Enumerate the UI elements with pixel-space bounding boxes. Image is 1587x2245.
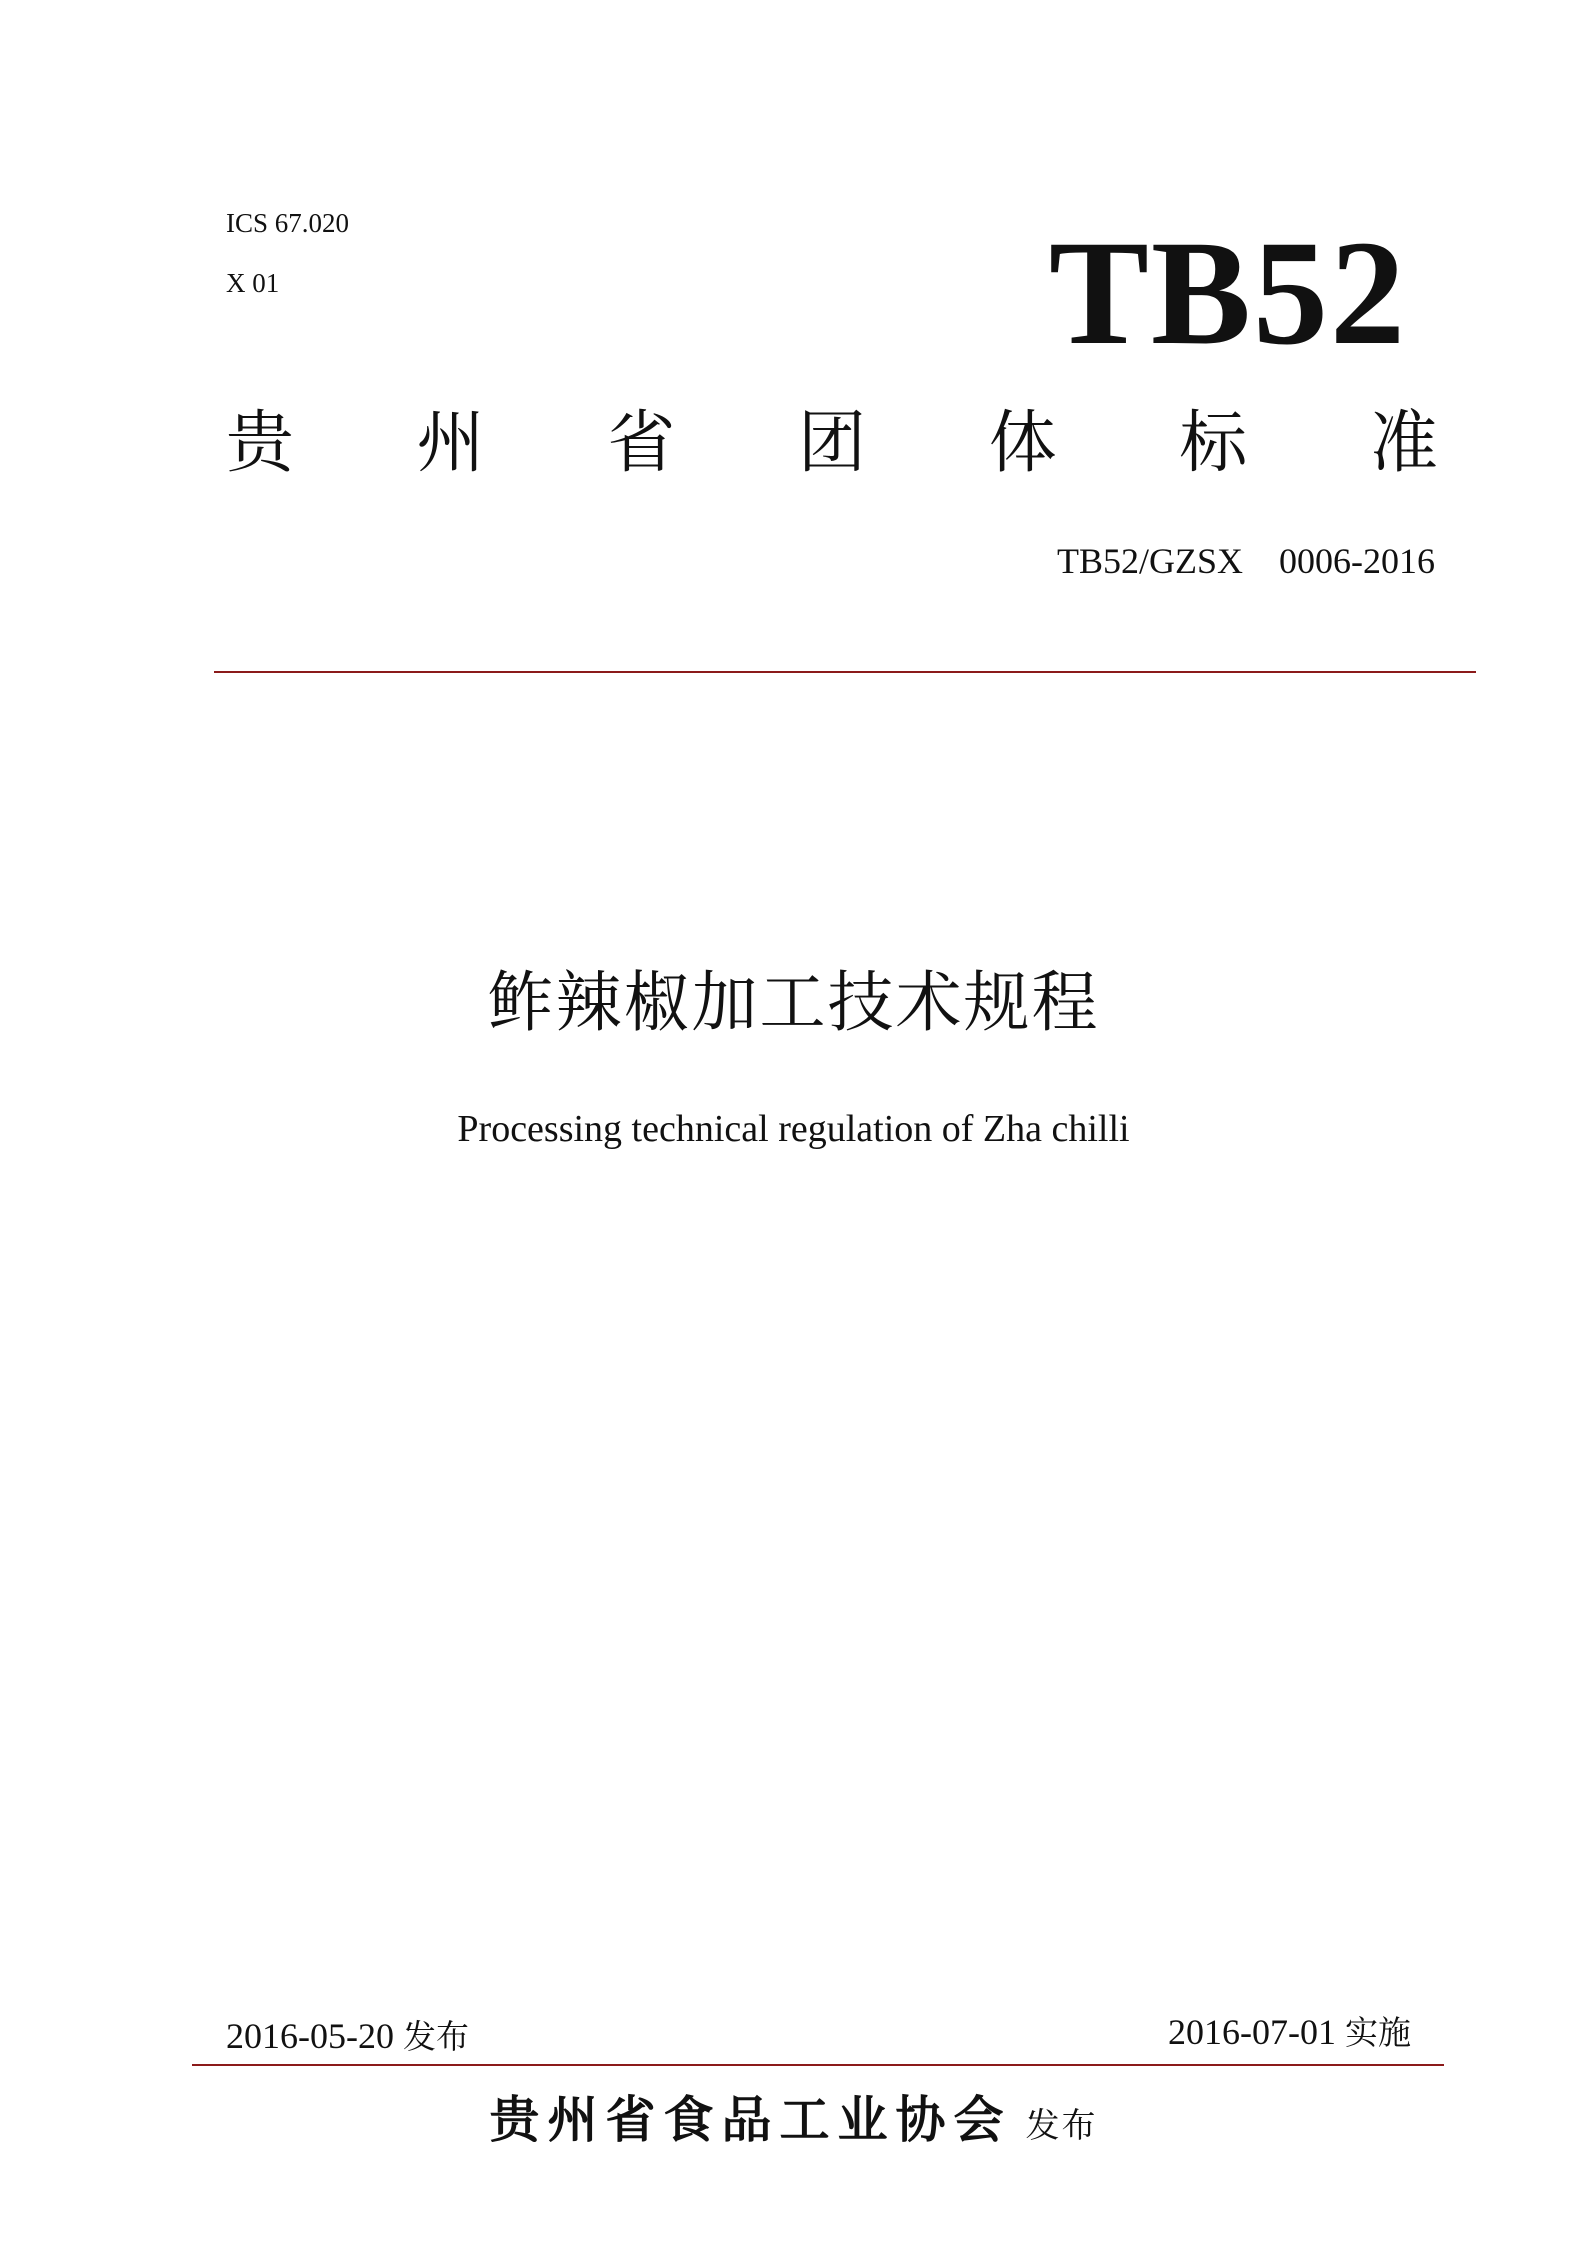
standard-number: TB52/GZSX 0006-2016 bbox=[1057, 541, 1435, 581]
standard-mark: TB52 bbox=[1048, 210, 1407, 376]
issue-date: 2016-05-20 bbox=[226, 2016, 394, 2056]
publisher-organization: 贵州省食品工业协会 bbox=[489, 2091, 1012, 2149]
standard-type-heading bbox=[226, 404, 1438, 483]
top-divider bbox=[214, 671, 1476, 673]
standard-type-char: 贵 bbox=[226, 404, 295, 483]
implementation-date: 2016-07-01 bbox=[1168, 2012, 1336, 2052]
ics-code: ICS 67.020 bbox=[226, 208, 350, 238]
issue-date-line bbox=[226, 2018, 469, 2054]
standard-type-char: 州 bbox=[416, 404, 485, 483]
document-title-english: Processing technical regulation of Zha chilli bbox=[457, 1108, 1130, 1150]
standard-type-char: 团 bbox=[797, 404, 866, 483]
issue-label: 发布 bbox=[402, 2017, 469, 2056]
publisher-line bbox=[0, 2091, 1587, 2149]
publisher-action: 发布 bbox=[1025, 2106, 1098, 2146]
implementation-label: 实施 bbox=[1345, 2013, 1411, 2052]
standard-type-char: 体 bbox=[988, 404, 1057, 483]
implementation-date-line bbox=[1168, 2014, 1411, 2050]
ccs-code: X 01 bbox=[226, 268, 280, 298]
bottom-divider bbox=[192, 2064, 1444, 2066]
document-title-chinese: 鲊辣椒加工技术规程 bbox=[487, 964, 1100, 1041]
standard-type-char: 标 bbox=[1179, 404, 1248, 483]
standard-type-char: 省 bbox=[607, 404, 676, 483]
standard-type-char: 准 bbox=[1369, 404, 1438, 483]
